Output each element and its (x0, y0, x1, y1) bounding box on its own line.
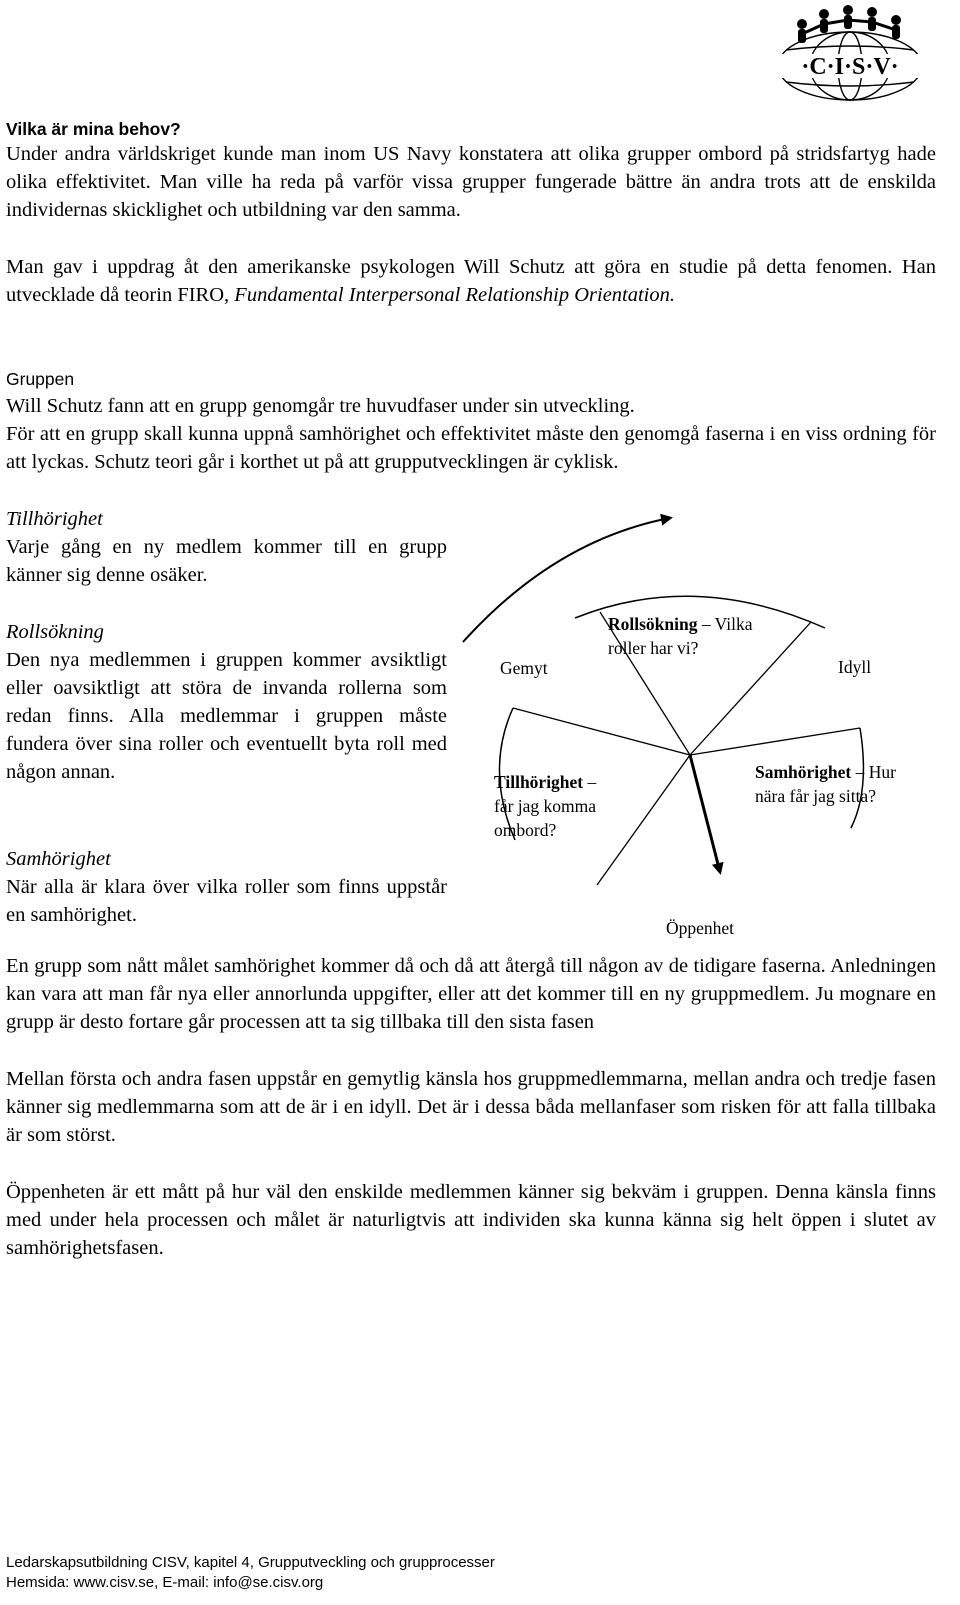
intro-paragraph-2: Man gav i uppdrag åt den amerikanske psykologen Will Schutz att göra en studie på detta fenomen. Han utvecklade då teorin FIRO, Fundamental Interpersonal Relationship Orientation. (6, 256, 936, 306)
rollsokning-label: Rollsökning – Vilka roller har vi? (608, 614, 753, 658)
tillhorighet-label: Tillhörighet – får jag komma ombord? (494, 772, 597, 840)
gruppen-heading: Gruppen (6, 369, 75, 389)
idyll-label: Idyll (838, 657, 872, 677)
samhorighet-text: När alla är klara över vilka roller som finns uppstår en samhörighet. (6, 876, 447, 926)
gruppen-paragraph: För att en grupp skall kunna uppnå samhörighet och effektivitet måste den genomgå faserna i en viss ordning för att lyckas. Schutz teori går i korthet ut på att grupputvecklingen är cyklisk. (6, 423, 936, 473)
closing-paragraph-2: Mellan första och andra fasen uppstår en gemytlig känsla hos gruppmedlemmarna, mellan andra och tredje fasen känner sig medlemmarna som att de är i en idyll. Det är i dessa båda mellanfaser som risken för att falla tillbaka är som störst. (6, 1068, 936, 1146)
footer-line-2: Hemsida: www.cisv.se, E-mail: info@se.cisv.org (6, 1574, 324, 1591)
cisv-logo (762, 4, 938, 104)
firo-expansion: Fundamental Interpersonal Relationship Orientation. (234, 284, 676, 306)
gruppen-line-1: Will Schutz fann att en grupp genomgår tre huvudfaser under sin utveckling. (6, 395, 635, 417)
tillhorighet-text: Varje gång en ny medlem kommer till en grupp känner sig denne osäker. (6, 536, 447, 586)
oppenhet-label: Öppenhet (666, 918, 735, 938)
rollsokning-heading: Rollsökning (6, 621, 104, 643)
firo-cycle-diagram (455, 500, 940, 945)
gemyt-label: Gemyt (500, 658, 548, 678)
samhorighet-label: Samhörighet – Hur nära får jag sitta? (755, 762, 896, 806)
tillhorighet-heading: Tillhörighet (6, 508, 103, 530)
oppenhet-arrow (690, 755, 720, 872)
closing-paragraph-1: En grupp som nått målet samhörighet kommer då och då att återgå till någon av de tidigare faserna. Anledningen kan vara att man får nya eller annorlunda uppgifter, eller att det kommer till en ny gruppmedlem. Ju mognare en grupp är desto fortare går processen att ta sig tillbaka till den sista fasen (6, 955, 936, 1033)
spoke-4 (690, 728, 860, 755)
closing-paragraph-3: Öppenheten är ett mått på hur väl den enskilde medlemmen känner sig bekväm i gruppen. Denna känsla finns med under hela processen och målet är naturligtvis att individen ska kunna känna sig helt öppen i slutet av samhörighetsfasen. (6, 1181, 936, 1259)
footer-line-1: Ledarskapsutbildning CISV, kapitel 4, Grupputveckling och grupprocesser (6, 1554, 495, 1571)
spoke-5 (597, 755, 690, 885)
logo-text: ·C·I·S·V· (801, 54, 899, 80)
page-title: Vilka är mina behov? (6, 119, 181, 139)
intro-paragraph-1: Under andra världskriget kunde man inom US Navy konstatera att olika grupper ombord på stridsfartyg hade olika effektivitet. Man ville ha reda på varför vissa grupper fungerade bättre än andra trots att de enskilda individernas skicklighet och utbildning var den samma. (6, 143, 936, 221)
spoke-1 (513, 708, 690, 755)
rollsokning-text: Den nya medlemmen i gruppen kommer avsiktligt eller oavsiktligt att störa de invanda rollerna som redan finns. Alla medlemmar i gruppen måste fundera över sina roller och eventuellt byta roll med någon annan. (6, 649, 447, 783)
samhorighet-heading: Samhörighet (6, 848, 111, 870)
